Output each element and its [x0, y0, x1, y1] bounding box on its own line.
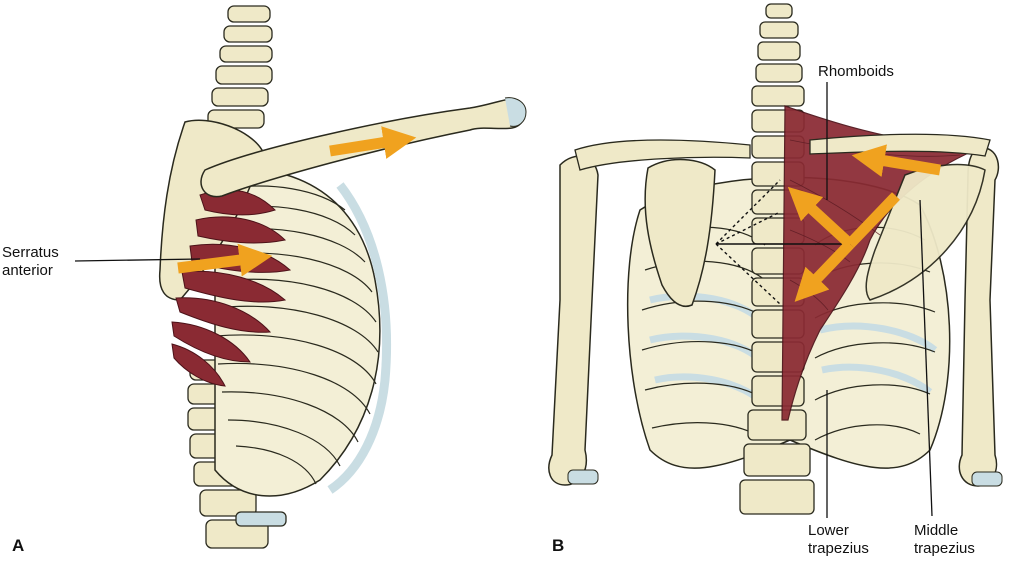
label-rhomboids: Rhomboids [818, 63, 894, 80]
label-serratus-anterior [2, 244, 59, 280]
label-serratus-line1: Serratus [2, 244, 59, 261]
label-serratus-line2: anterior [2, 262, 53, 279]
panel-letter-a: A [12, 536, 25, 555]
label-middle-trap-line2: trapezius [914, 540, 975, 557]
label-middle-trap-line1: Middle [914, 522, 959, 539]
label-middle-trapezius [914, 522, 975, 558]
panel-a-illustration [75, 6, 526, 548]
rib-cage-a [214, 168, 387, 496]
label-lower-trapezius [808, 522, 869, 558]
left-humerus-b [549, 156, 598, 485]
label-lower-trap-line2: trapezius [808, 540, 869, 557]
label-lower-trap-line1: Lower [808, 522, 849, 539]
panel-b-illustration [549, 4, 1002, 518]
panel-letter-b: B [552, 536, 565, 555]
